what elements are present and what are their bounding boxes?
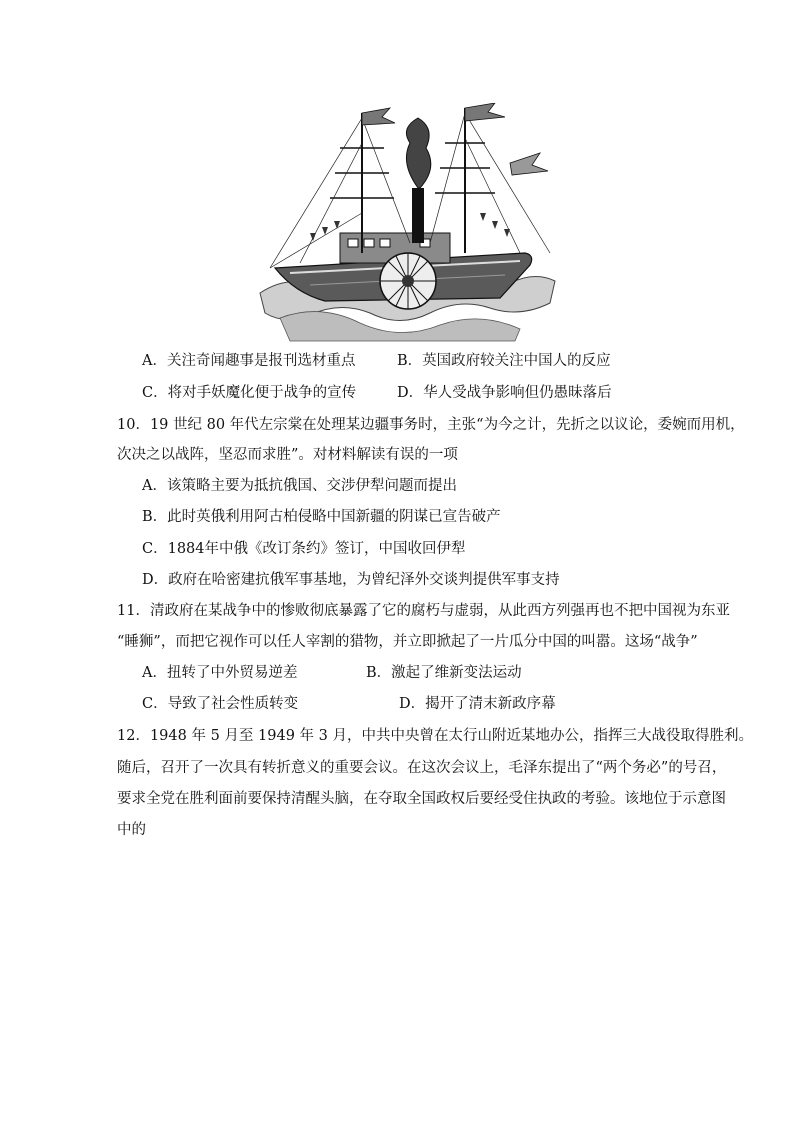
q9-option-d-text: 华人受战争影响但仍愚昧落后 [423, 385, 612, 401]
q11-option-d-label: D． [399, 696, 426, 712]
q10-option-c-label: C． [142, 541, 168, 557]
q9-option-c-label: C． [142, 385, 168, 401]
q10-option-a [142, 476, 457, 496]
q11-option-c-label: C． [142, 696, 168, 712]
q9-option-d-label: D． [397, 385, 424, 401]
q9-option-b-label: B． [397, 353, 423, 369]
q10-option-a-text: 该策略主要为抵抗俄国、交涉伊犁问题而提出 [166, 478, 457, 494]
q9-option-a-text: 关注奇闻趣事是报刊选材重点 [166, 353, 356, 369]
q11-option-d [399, 694, 556, 714]
q9-option-a [142, 351, 355, 371]
q10-option-d [142, 570, 560, 590]
q9-option-d [397, 383, 612, 403]
q9-option-c-text: 将对手妖魔化便于战争的宣传 [167, 385, 357, 401]
q10-option-a-label: A． [142, 478, 167, 494]
q11-option-a-label: A． [142, 665, 167, 681]
q10-option-c [142, 539, 466, 559]
q10-option-d-label: D． [142, 572, 169, 588]
q12-stem-line1: 12．1948 年 5 月至 1949 年 3 月，中共中央曾在太行山附近某地办公，指挥三大战役取得胜利。 [117, 728, 753, 744]
q10-stem-line2: 次决之以战阵，坚忍而求胜”。对材料解读有误的一项 [117, 447, 458, 463]
q10-stem-line1: 10．19 世纪 80 年代左宗棠在处理某边疆事务时，主张“为今之计，先折之以议论，委婉而用机， [117, 417, 745, 433]
q10-option-b-label: B． [142, 509, 168, 525]
q11-option-a-text: 扭转了中外贸易逆差 [166, 665, 298, 681]
q9-option-b-text: 英国政府较关注中国人的反应 [422, 353, 611, 369]
q11-option-c-text: 导致了社会性质转变 [167, 696, 299, 712]
q11-option-b-label: B． [366, 665, 392, 681]
q9-option-b [397, 351, 611, 371]
q11-option-d-text: 揭开了清末新政序幕 [425, 696, 556, 712]
q12-stem-line4: 中的 [117, 822, 146, 838]
q10-option-b-text: 此时英俄利用阿古柏侵略中国新疆的阴谋已宣告破产 [167, 509, 501, 525]
q10-option-b [142, 507, 501, 527]
steamship-illustration [250, 103, 560, 343]
q11-option-b-text: 激起了维新变法运动 [391, 665, 522, 681]
q12-stem-line3: 要求全党在胜利面前要保持清醒头脑，在夺取全国政权后要经受住执政的考验。该地位于示意图 [117, 791, 726, 807]
q11-option-a [142, 663, 297, 683]
q11-stem-line2: “睡狮”，而把它视作可以任人宰割的猎物，并立即掀起了一片瓜分中国的叫嚣。这场“战争” [117, 634, 698, 650]
q11-option-c [142, 694, 298, 714]
q9-option-a-label: A． [142, 353, 167, 369]
q11-option-b [366, 663, 522, 683]
q12-stem-line2: 随后，召开了一次具有转折意义的重要会议。在这次会议上，毛泽东提出了“两个务必”的号召， [117, 760, 727, 776]
q10-option-c-text: 1884年中俄《改订条约》签订，中国收回伊犁 [167, 541, 466, 557]
q9-option-c [142, 383, 356, 403]
q10-option-d-text: 政府在哈密建抗俄军事基地，为曾纪泽外交谈判提供军事支持 [168, 572, 560, 588]
q11-stem-line1: 11．清政府在某战争中的惨败彻底暴露了它的腐朽与虚弱，从此西方列强再也不把中国视为东亚 [117, 603, 730, 619]
